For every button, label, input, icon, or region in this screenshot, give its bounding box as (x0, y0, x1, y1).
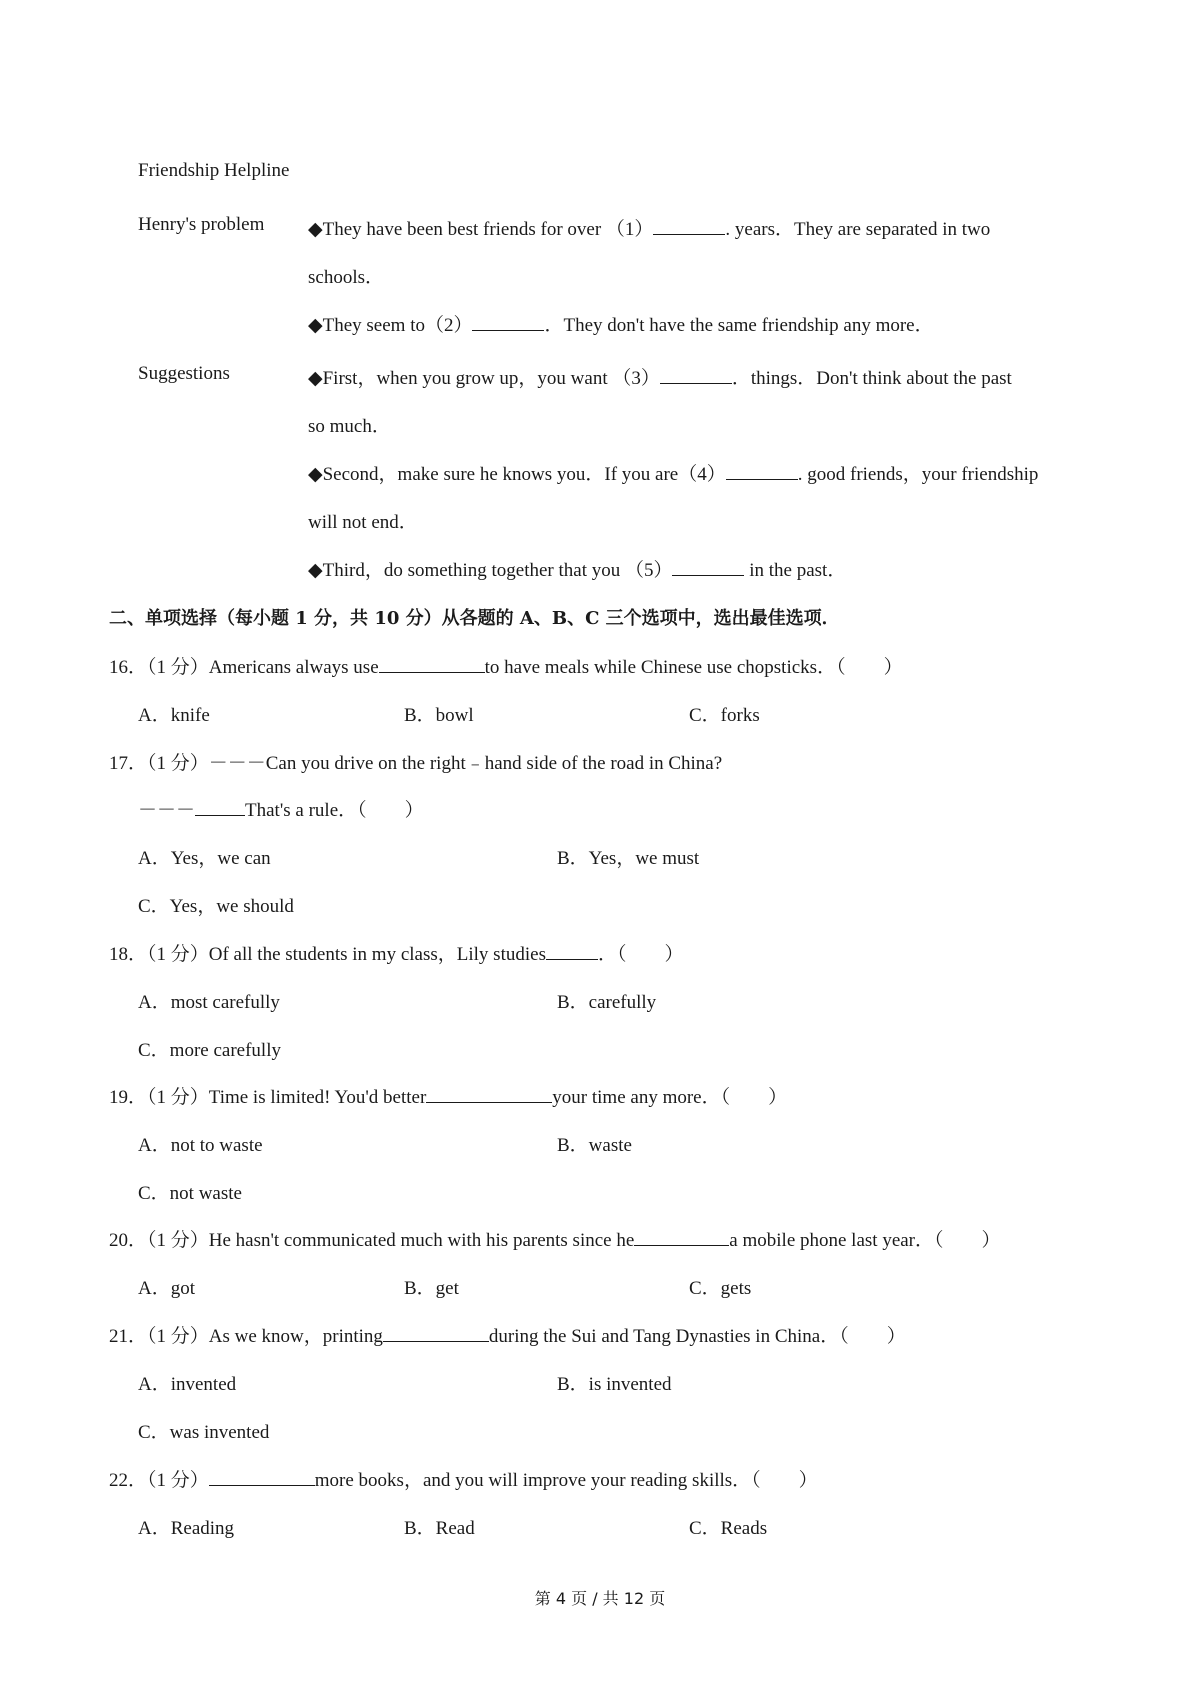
suggestion-line-2: ◆Second，make sure he knows you．If you are（4） . good friends，your friendship (308, 464, 1039, 485)
q18-option-b[interactable]: B．carefully (557, 992, 657, 1013)
q18-option-c[interactable]: C．more carefully (138, 1040, 281, 1061)
helpline-title: Friendship Helpline (138, 160, 290, 181)
q18-blank[interactable] (546, 942, 598, 960)
suggestions-label: Suggestions (138, 363, 230, 384)
q19-option-a[interactable]: A．not to waste (138, 1135, 263, 1156)
question-17: 17．（1 分）－－－Can you drive on the right﹣hand side of the road in China? (109, 753, 723, 774)
q19-blank[interactable] (426, 1085, 552, 1103)
q20-blank[interactable] (634, 1228, 729, 1246)
q16-option-c[interactable]: C．forks (689, 705, 760, 726)
q18-option-a[interactable]: A．most carefully (138, 992, 280, 1013)
blank-2[interactable] (472, 313, 544, 331)
blank-5[interactable] (672, 558, 744, 576)
q17-option-c[interactable]: C．Yes，we should (138, 896, 294, 917)
page-number-footer: 第 4 页 / 共 12 页 (534, 1589, 666, 1608)
blank-3[interactable] (660, 366, 732, 384)
question-16: 16．（1 分）Americans always use to have meals while Chinese use chopsticks．（ ） (109, 657, 903, 678)
q17-option-a[interactable]: A．Yes，we can (138, 848, 271, 869)
q21-option-c[interactable]: C．was invented (138, 1422, 270, 1443)
question-22: 22．（1 分） more books，and you will improve your reading skills．（ ） (109, 1470, 818, 1491)
q22-option-b[interactable]: B．Read (404, 1518, 475, 1539)
q20-option-a[interactable]: A．got (138, 1278, 196, 1299)
q20-option-b[interactable]: B．get (404, 1278, 459, 1299)
section-heading: 二、单项选择（每小题 1 分，共 10 分）从各题的 A、B、C 三个选项中，选出最佳选项． (109, 608, 840, 629)
problem-line-2: ◆They seem to（2） ．They don't have the same friendship any more． (308, 315, 934, 336)
q17-option-b[interactable]: B．Yes，we must (557, 848, 700, 869)
q22-option-c[interactable]: C．Reads (689, 1518, 768, 1539)
q22-option-a[interactable]: A．Reading (138, 1518, 235, 1539)
blank-1[interactable] (653, 217, 725, 235)
suggestion-line-2-cont: will not end． (308, 512, 418, 533)
blank-4[interactable] (726, 462, 798, 480)
q21-option-a[interactable]: A．invented (138, 1374, 237, 1395)
q17-blank[interactable] (195, 798, 245, 816)
q21-blank[interactable] (383, 1324, 489, 1342)
question-18: 18．（1 分）Of all the students in my class，Lily studies ．（ ） (109, 944, 684, 965)
question-21: 21．（1 分）As we know，printing during the Sui and Tang Dynasties in China．（ ） (109, 1326, 906, 1347)
problem-label: Henry's problem (138, 214, 265, 235)
q19-option-b[interactable]: B．waste (557, 1135, 632, 1156)
suggestion-line-3: ◆Third，do something together that you （5） in the past． (308, 560, 847, 581)
q16-option-b[interactable]: B．bowl (404, 705, 474, 726)
q22-blank[interactable] (209, 1468, 315, 1486)
q16-blank[interactable] (379, 655, 485, 673)
suggestion-line-1: ◆First，when you grow up，you want （3） ．things．Don't think about the past (308, 368, 1012, 389)
q16-option-a[interactable]: A．knife (138, 705, 210, 726)
question-17-response: －－－ That's a rule．（ ） (138, 800, 424, 821)
problem-line-1-cont: schools． (308, 267, 385, 288)
q20-option-c[interactable]: C．gets (689, 1278, 752, 1299)
problem-line-1: ◆They have been best friends for over （1） . years．They are separated in two (308, 219, 991, 240)
suggestion-line-1-cont: so much． (308, 416, 391, 437)
q19-option-c[interactable]: C．not waste (138, 1183, 242, 1204)
q21-option-b[interactable]: B．is invented (557, 1374, 672, 1395)
question-20: 20．（1 分）He hasn't communicated much with his parents since he a mobile phone last year．（ ） (109, 1230, 1001, 1251)
question-19: 19．（1 分）Time is limited! You'd better your time any more．（ ） (109, 1087, 788, 1108)
